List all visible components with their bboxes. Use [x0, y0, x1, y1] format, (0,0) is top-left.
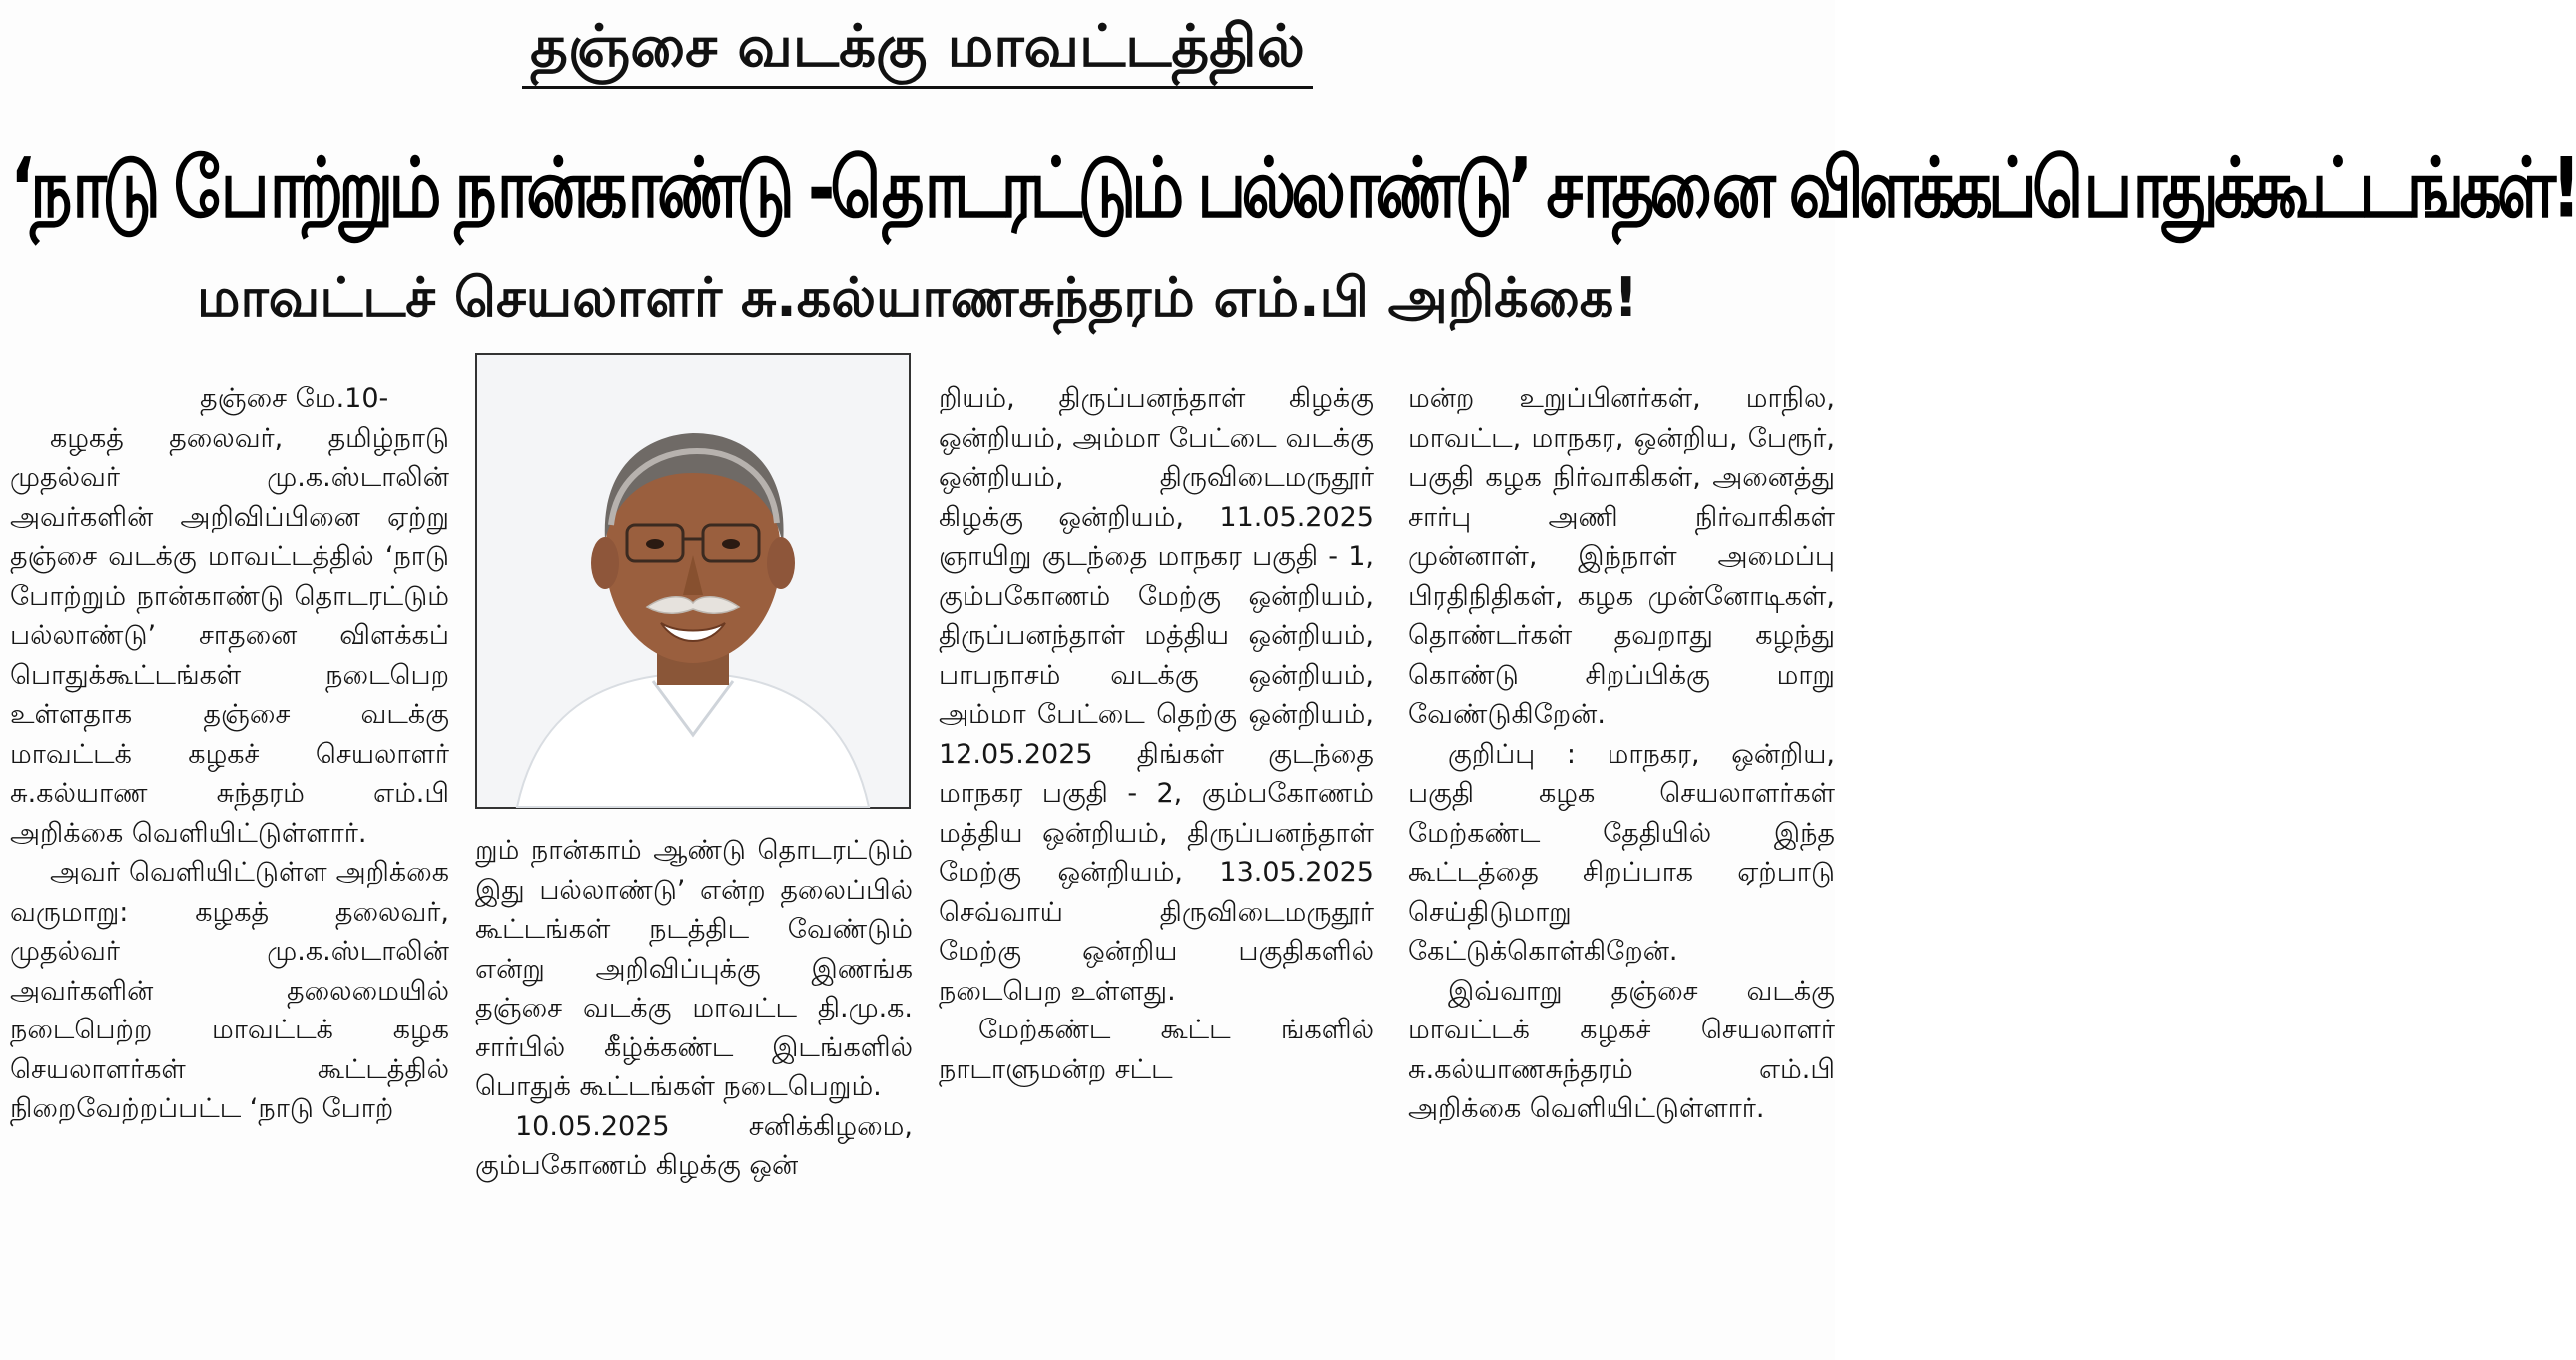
kicker-text: தஞ்சை வடக்கு மாவட்டத்தில் [522, 8, 1313, 89]
article-paragraph: றும் நான்காம் ஆண்டு தொடரட்டும் இது பல்லாண்டு’ என்ற தலைப்பில் கூட்டங்கள் நடத்திட வேண்டும் என்று அறிவிப்புக்கு இணங்க தஞ்சை வடக்கு மாவட்ட தி.மு.க. சார்பில் கீழ்க்கண்ட இடங்களில் பொதுக் கூட்டங்கள் நடைபெறும். [475, 835, 913, 1102]
article-column-4 [1408, 379, 1835, 1129]
main-headline: ‘நாடு போற்றும் நான்காண்டு -தொடரட்டும் பல்லாண்டு’ சாதனை விளக்கப்பொதுக்கூட்டங்கள்! [10, 140, 2576, 237]
article-column-2 [475, 831, 913, 1186]
article-paragraph: கழகத் தலைவர், தமிழ்நாடு முதல்வர் மு.க.ஸ்டாலின் அவர்களின் அறிவிப்பினை ஏற்று தஞ்சை வடக்கு மாவட்டத்தில் ‘நாடு போற்றும் நான்காண்டு தொடரட்டும் பல்லாண்டு’ சாதனை விளக்கப் பொதுக்கூட்டங்கள் நடைபெற உள்ளதாக தஞ்சை வடக்கு மாவட்டக் கழகச் செயலாளர் சு.கல்யாண சுந்தரம் எம்.பி அறிக்கை வெளியிட்டுள்ளார். [10, 422, 449, 849]
article-paragraph: அவர் வெளியிட்டுள்ள அறிக்கை வருமாறு: கழகத் தலைவர், முதல்வர் மு.க.ஸ்டாலின் அவர்களின் தலைமையில் நடைபெற்ற மாவட்டக் கழக செயலாளர்கள் கூட்டத்தில் நிறைவேற்றப்பட்ட ‘நாடு போற் [10, 857, 449, 1124]
article-paragraph: மன்ற உறுப்பினர்கள், மாநில, மாவட்ட, மாநகர, ஒன்றிய, பேரூர், பகுதி கழக நிர்வாகிகள், அனைத்து சார்பு அணி நிர்வாகிகள் முன்னாள், இந்நாள் அமைப்பு பிரதிநிதிகள், கழக முன்னோடிகள், தொண்டர்கள் தவறாது கழந்து கொண்டு சிறப்பிக்கு மாறு வேண்டுகிறேன். [1408, 383, 1835, 730]
sub-headline: மாவட்டச் செயலாளர் சு.கல்யாணசுந்தரம் எம்.பி அறிக்கை! [197, 266, 1638, 329]
kicker-heading [0, 8, 1835, 89]
note-paragraph: குறிப்பு : மாநகர, ஒன்றிய, பகுதி கழக செயலாளர்கள் மேற்கண்ட தேதியில் இந்த கூட்டத்தை சிறப்பாக ஏற்பாடு செய்திடுமாறு கேட்டுக்கொள்கிறேன். [1408, 738, 1835, 967]
article-paragraph: இவ்வாறு தஞ்சை வடக்கு மாவட்டக் கழகச் செயலாளர் சு.கல்யாணசுந்தரம் எம்.பி அறிக்கை வெளியிட்டுள்ளார். [1408, 975, 1835, 1124]
article-paragraph: றியம், திருப்பனந்தாள் கிழக்கு ஒன்றியம், அம்மா பேட்டை வடக்கு ஒன்றியம், திருவிடைமருதூர் கிழக்கு ஒன்றியம், 11.05.2025 ஞாயிறு குடந்தை மாநகர பகுதி - 1, கும்பகோணம் மேற்கு ஒன்றியம், திருப்பனந்தாள் மத்திய ஒன்றியம், பாபநாசம் வடக்கு ஒன்றியம், அம்மா பேட்டை தெற்கு ஒன்றியம், 12.05.2025 திங்கள் குடந்தை மாநகர பகுதி - 2, கும்பகோணம் மத்திய ஒன்றியம், திருப்பனந்தாள் மேற்கு ஒன்றியம், 13.05.2025 செவ்வாய் திருவிடைமருதூர் மேற்கு ஒன்றிய பகுதிகளில் நடைபெற உள்ளது. [939, 383, 1374, 1007]
article-paragraph: மேற்கண்ட கூட்ட ங்களில் நாடாளுமன்ற சட்ட [939, 1015, 1374, 1085]
article-column-3 [939, 379, 1374, 1089]
portrait-photo-illustration [477, 355, 909, 807]
article-paragraph: 10.05.2025 சனிக்கிழமை, கும்பகோணம் கிழக்கு ஒன் [475, 1110, 913, 1181]
portrait-photo [475, 353, 911, 809]
article-column-1 [10, 379, 449, 1129]
dateline: தஞ்சை மே.10- [200, 383, 389, 414]
